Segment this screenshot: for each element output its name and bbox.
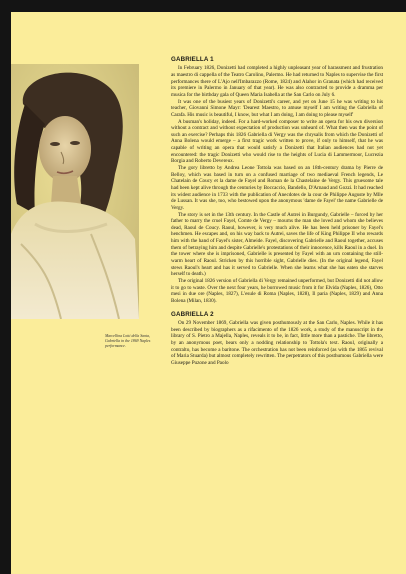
paragraph: The story is set in the 13th century. In the Castle of Autrei in Burgundy, Gabrielle – forced by her father to marry the cruel Fayel, Comte de Vergy – mourns the man she loved and whom she believes dead, Raoul de Coucy. Raoul, however, is very much alive. He has been held prisoner by Fayel's henchmen. He escapes and, on his way back to Autrei, saves the life of King Philippe II who rewards him with the hand of Fayel's sister, Almeide. Fayel, discovering Gabrielle and Raoul together, accuses them of betraying him and despite Gabrielle's protestations of their innocence, kills Raoul in a duel. In the tower where she is imprisoned, Gabrielle is presented by Fayel with an urn containing the still-warm heart of Raoul. Stricken by this horrible sight, Gabrielle dies. (In the original legend, Fayel stews Raoul's heart and has it served to Gabrielle. When she learns what she has eaten she starves herself to death.) [171,211,383,278]
article-text [171,56,383,366]
photo-caption: Marcellina Lotti della Santa, Gabriella in the 1869 Naples performance. [105,334,151,349]
paragraph: It was one of the busiest years of Donizetti's career, and yet on June 15 he was writing to his teacher, Giovanni Simone Mayr: 'Dearest Maestro, to amuse myself I am writing the Gabriella of Carafa. His music is beautiful, I know, but what I am doing, I am doing to please myself' [171,98,383,118]
paragraph: The gory libretto by Andrea Leone Tottola was based on an 18th-century drama by Pierre de Belloy, which was based in turn on a confused marriage of two mediaeval French legends, Le Chatelain de Coucy et la dame de Fayel and Roman de la Chastelaine de Vergy. This gruesome tale had been kept alive through the centuries by Boccaccio, Bandello, D'Arnaud and Gozzi. It had reached its widest audience in 1733 with the publication of Anecdotes de la cour de Philippe Auguste by Mlle de Lussan. It was she, too, who bestowed upon the anonymous 'dame de Fayel' the name Gabrielle de Vergy. [171,165,383,211]
section-gabriella-1 [171,56,383,305]
paragraph: A busman's holiday, indeed. For a hard-worked composer to write an opera for his own diversion without a contract and without expectation of production was unheard of. What then was the point of such an exercise? Perhaps this 1826 Gabriella di Vergy was the chrysalis from which the Donizetti of Anna Bolena would emerge – a first tragic work written to prove, if only to himself, that he was capable of writing an opera that would satisfy a Donizetti that Italian audiences had not yet encountered: the tragic Donizetti who would rise to the heights of Lucia di Lammermoor, Lucrezia Borgia and Roberto Devereux. [171,118,383,165]
paragraph: On 29 November 1869, Gabriella was given posthumously at the San Carlo, Naples. While it has been described by biographers as a rifacimento of the 1826 work, a study of the manuscript in the library of S. Pietro a Majella, Naples, reveals it to be, in fact, little more than a pastiche. The libretto, by an anonymous poet, bears only a nodding relationship to Tottola's text. Raoul, originally a contralto, has become a baritone. The orchestration has not been reinforced (as with the 1865 revival of Maria Stuarda) but almost completely rewritten. The perpetrators of this posthumous Gabriella were Giuseppe Puzone and Paolo [171,319,383,366]
portrait-photo [11,64,139,319]
scan-frame-left [0,0,11,574]
booklet-page [11,12,406,574]
portrait-image [11,64,139,319]
paragraph: In February 1826, Donizetti had completed a highly unpleasant year of harassment and frustration as maestro di cappella of the Teatro Carolino, Palermo. He had returned to Naples to supervise the first performances there of L'Ajo nell'Imbarazzo (Rome, 1824) and Alahor in Granata (which had received its premiere in Palermo in January of that year). He was also contracted to provide a dramma per musica for the birthday gala of Queen Maria Isabella at the San Carlo on July 6. [171,65,383,98]
paragraph: The original 1826 version of Gabriella di Vergy remained unperformed, but Donizetti did not allow it to go to waste. Over the next four years, he borrowed music from it for Elvida (Naples, 1826), Otto mesi in due ore (Naples, 1827), L'esule di Roma (Naples, 1828), Il paria (Naples, 1829) and Anna Bolena (Milan, 1830). [171,277,383,304]
scan-frame-top [0,0,406,12]
section-heading: GABRIELLA 2 [171,310,214,318]
section-gabriella-2 [171,311,383,367]
section-heading: GABRIELLA 1 [171,56,214,63]
